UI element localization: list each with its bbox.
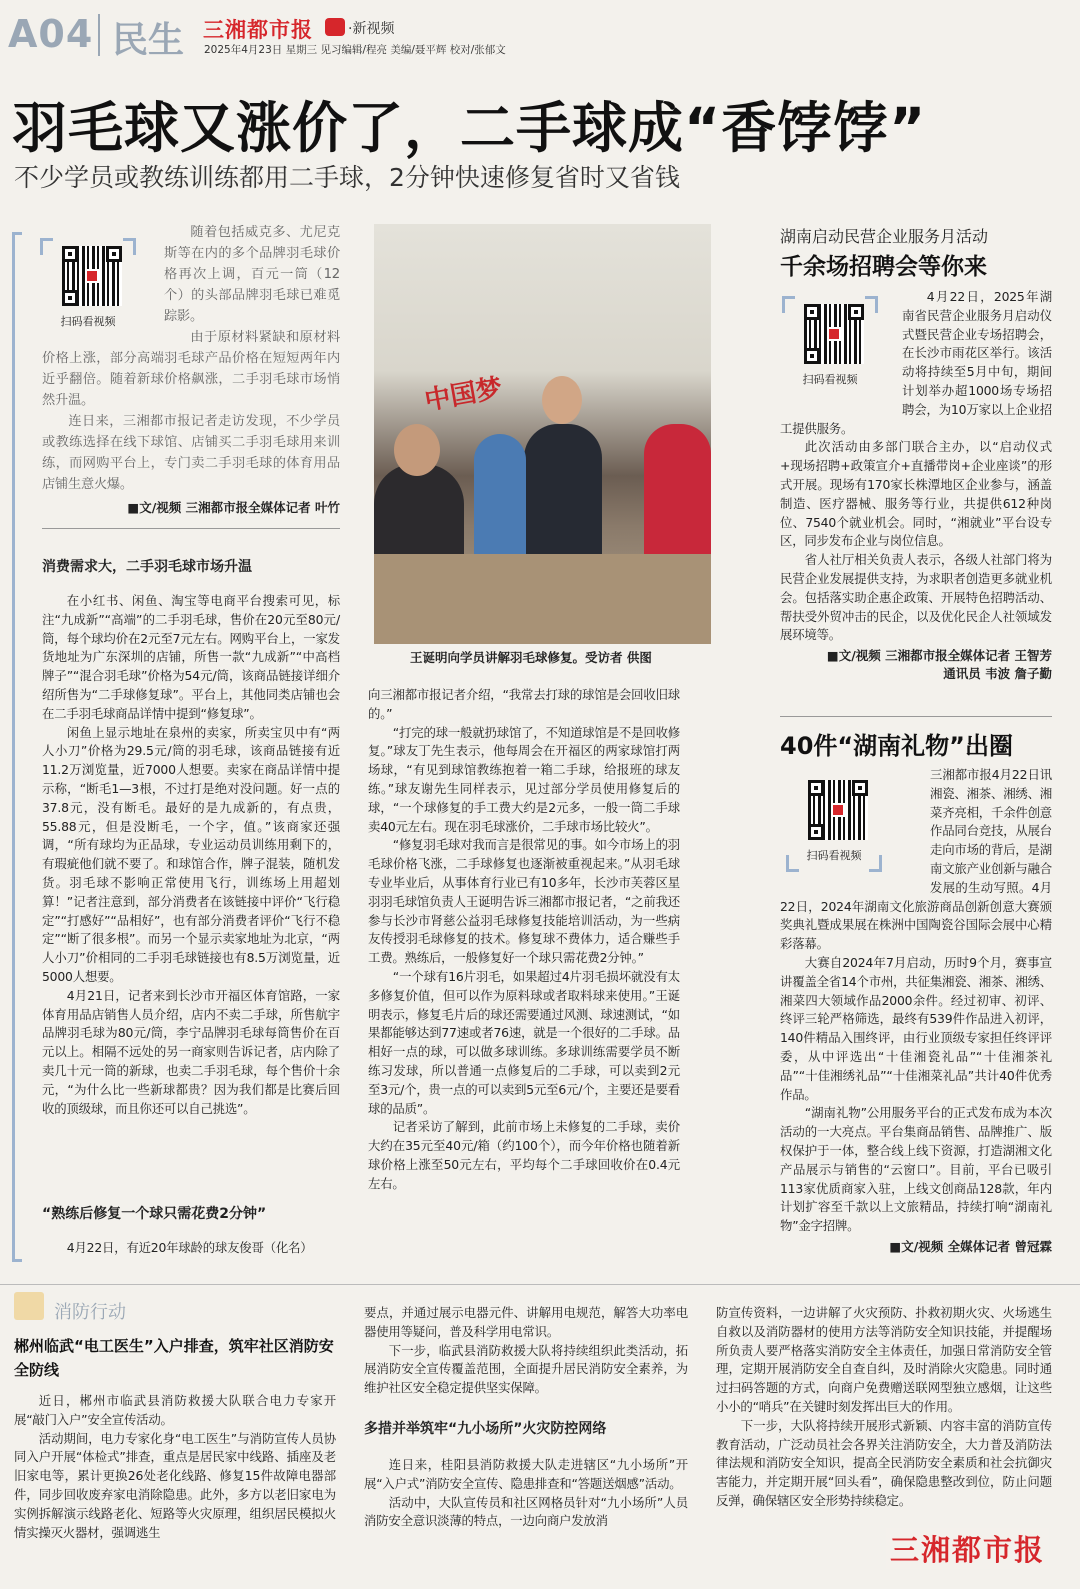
- article-paragraph: “一个球有16片羽毛，如果超过4片羽毛损坏就没有太多修复价值，但可以作为原料球或者取料球来使用。”王诞明表示，修复毛片后的球还需要通过风测、球速测试，“如果都能够达到77速或者76速，就是一个很好的二手球。品相好一点的球，可以做多球训练。多球训练需要学员不断练习发球，所以普通一点修复后的二手球，可以卖到2元至3元/个，贵一点的可以卖到5元至6元/个，主要还是要看球的品质”。: [368, 968, 680, 1116]
- side2-title: 40件“湖南礼物”出圈: [780, 732, 1013, 760]
- article-paragraph: 大赛自2024年7月启动，历时9个月，赛事宣讲覆盖全省14个市州，共征集湘瓷、湘茶、湘绣、湘菜四大领域作品2000余件。经过初审、初评、终评三轮严格筛选，最终有539件作品进入初评，140件精品入围终评，由行业顶级专家担任终评评委，从中评选出“十佳湘瓷礼品”“十佳湘茶礼品”“十佳湘绣礼品”“十佳湘菜礼品”共计40件优秀作品。: [780, 954, 1052, 1102]
- side1-title: 千余场招聘会等你来: [780, 254, 987, 280]
- fire-column-2b: [364, 1456, 688, 1531]
- fire-divider: [0, 1284, 1080, 1285]
- photo-table: [374, 554, 711, 644]
- main-column-2: [368, 686, 680, 1194]
- fire-title: 郴州临武“电工医生”入户排查，筑牢社区消防安全防线: [14, 1337, 334, 1379]
- footer-logo: 三湘都市报: [886, 1528, 1049, 1569]
- article-paragraph: 4月21日，记者来到长沙市开福区体育馆路，一家体育用品店销售人员介绍，店内不卖二手球，所售航宇品牌羽毛球为80元/筒，李宁品牌羽毛球每筒售价在百元以上。相隔不远处的另一商家则告诉记者，店内除了卖几十元一筒的新球，也卖二手羽毛球，每个售价十余元，“为什么比一些新球都贵？因为我们都是比赛后回收的顶级球，而且你还可以自己挑选”。: [42, 987, 340, 1116]
- qr-label: 扫码看视频: [806, 849, 862, 862]
- side1-body: [780, 288, 1052, 683]
- main-intro: [42, 222, 340, 517]
- fire-kicker: 消防行动: [54, 1302, 126, 1323]
- article-paragraph: “打完的球一般就扔球馆了，不知道球馆是不是回收修复。”球友丁先生表示，他每周会在开福区的两家球馆打两场球，“有见到球馆教练抱着一箱二手球，给报班的球友练。”球友谢先生同样表示，见过部分学员使用修复后的球，“一个球修复的手工费大约是2元多，一般一筒二手球卖40元左右。现在羽毛球涨价，二手球市场比较火”。: [368, 724, 680, 834]
- article-paragraph: 活动期间，电力专家化身“电工医生”与消防宣传人员协同入户开展“体检式”排查，重点是居民家中线路、插座及老旧家电等，累计更换26处老化线路、修复15件故障电器部件，同步回收废弃家电消除隐患。此外，多方以老旧家电为实例拆解演示线路老化、短路等火灾原理，组织居民模拟火情实操灭火器材，强调逃生: [14, 1430, 336, 1540]
- side1-byline: 通讯员 韦波 詹子勤: [943, 666, 1052, 682]
- video-label: ·新视频: [348, 21, 395, 37]
- main-byline: ■文/视频 三湘都市报全媒体记者 叶竹: [127, 500, 340, 515]
- intro-rule: [42, 528, 340, 529]
- issue-meta: 2025年4月23日 星期三 见习编辑/程亮 美编/聂平辉 校对/张郁文: [204, 44, 506, 56]
- article-paragraph: 记者采访了解到，此前市场上未修复的二手球，卖价大约在35元至40元/箱（约100个），而今年价格也随着新球价格上涨至50元左右，平均每个二手球回收价在0.4元左右。: [368, 1119, 680, 1191]
- side1-byline: ■文/视频 三湘都市报全媒体记者 王智芳: [826, 648, 1052, 664]
- side1-kicker: 湖南启动民营企业服务月活动: [780, 227, 989, 246]
- article-paragraph: 近日，郴州市临武县消防救援大队联合电力专家开展“敲门入户”安全宣传活动。: [14, 1393, 336, 1427]
- masthead-divider: [98, 14, 100, 56]
- intro-paragraph: 随着包括威克多、尤尼克斯等在内的多个品牌羽毛球价格再次上调，百元一筒（12个）的头部品牌羽毛球已难觅踪影。: [164, 225, 340, 324]
- intro-paragraph: 连日来，三湘都市报记者走访发现，不少学员或教练选择在线下球馆、店铺买二手羽毛球用来训练，而网购平台上，专门卖二手羽毛球的体育用品店铺生意火爆。: [42, 414, 340, 492]
- fire-column-2: [364, 1304, 688, 1398]
- video-logo-icon: [325, 18, 345, 36]
- photo-wall-sign: 中国梦: [422, 373, 505, 417]
- main-photo: [374, 224, 711, 644]
- article-paragraph: 4月22日，有近20年球龄的球友俊哥（化名）: [66, 1240, 313, 1255]
- article-paragraph: 省人社厅相关负责人表示，各级人社部门将为民营企业发展提供支持，为求职者创造更多就业机会。包括落实助企惠企政策、开展特色招聘活动、帮扶受外贸冲击的民企，以及优化民企人社领域发展环境等。: [780, 552, 1052, 643]
- fire-subheading: 多措并举筑牢“九小场所”火灾防控网络: [364, 1421, 607, 1437]
- qr-label: 扫码看视频: [802, 373, 858, 386]
- subheadline: 不少学员或教练训练都用二手球，2分钟快速修复省时又省钱: [14, 163, 680, 192]
- side2-body: [780, 766, 1052, 1256]
- section-heading: 消费需求大，二手羽毛球市场升温: [42, 559, 252, 575]
- article-paragraph: 4月22日，2025年湖南省民营企业服务月启动仪式暨民营企业专场招聘会，在长沙市雨花区举行。该活动将持续至5月中旬，期间计划举办超1000场专场招聘会，为10万家以上企业招工提供服务。: [780, 289, 1052, 436]
- paper-name: 三湘都市报: [203, 18, 313, 42]
- photo-person: [474, 434, 526, 564]
- side-rule: [780, 716, 1052, 717]
- qr-label: 扫码看视频: [60, 315, 116, 328]
- article-paragraph: “湖南礼物”公用服务平台的正式发布成为本次活动的一大亮点。平台集商品销售、品牌推广、版权保护于一体，整合线上线下资源，打造湖湘文化产品展示与销售的“云窗口”。目前，平台已吸引113家优质商家入驻，上线文创商品128款，年内计划扩容至千款以上文旅精品，持续打响“湖南礼物”金字招牌。: [780, 1105, 1052, 1234]
- page-number: A04: [8, 12, 94, 56]
- photo-person: [394, 424, 440, 476]
- fire-column-1: [14, 1392, 336, 1542]
- intro-paragraph: 由于原材料紧缺和原材料价格上涨，部分高端羽毛球产品价格在短短两年内近乎翻倍。随着新球价格飙涨，二手羽毛球市场悄然升温。: [42, 330, 340, 408]
- article-paragraph: 防宣传资料，一边讲解了火灾预防、扑救初期火灾、火场逃生自救以及消防器材的使用方法等消防安全知识技能，并提醒场所负责人要严格落实消防安全主体责任，加强日常消防安全管理，定期开展消防安全自查自纠，及时消除火灾隐患。同时通过扫码答题的方式，向商户免费赠送联网型独立感烟，让这些小小的“哨兵”在关键时刻发挥出巨大的作用。: [716, 1305, 1052, 1414]
- article-paragraph: 要点，并通过展示电器元件、讲解用电规范，解答大功率电器使用等疑问，普及科学用电常识。: [364, 1305, 688, 1339]
- article-paragraph: 下一步，大队将持续开展形式新颖、内容丰富的消防宣传教育活动，广泛动员社会各界关注消防安全，大力普及消防法律法规和消防安全知识，提高全民消防安全素质和社会抗御灾害能力，并定期开展“回头看”，确保隐患整改到位，防止问题反弹，确保辖区安全形势持续稳定。: [716, 1417, 1052, 1508]
- photo-person: [542, 376, 582, 424]
- article-paragraph: 此次活动由多部门联合主办，以“启动仪式+现场招聘+政策宣介+直播带岗+企业座谈”的形式开展。现场有170家长株潭地区企业参与，涵盖制造、医疗器械、服务等行业，共提供612种岗位、7540个就业机会。同时，“湘就业”平台设专区，同步发布企业与岗位信息。: [780, 439, 1052, 549]
- article-paragraph: “修复羽毛球对我而言是很常见的事。如今市场上的羽毛球价格飞涨，二手球修复也逐渐被重视起来。”从羽毛球专业毕业后，从事体育行业已有10多年，长沙市芙蓉区星羽羽毛球馆负责人王诞明告诉三湘都市报记者，“之前我还参与长沙市肾慈公益羽毛球修复技能培训活动，为一些病友传授羽毛球修复的技术。修复球不费体力，适合赚些手工费。熟练后，一般修复好一个球只需花费2分钟。”: [368, 837, 680, 966]
- photo-caption: 王诞明向学员讲解羽毛球修复。受访者 供图: [410, 650, 652, 665]
- article-paragraph: 在小红书、闲鱼、淘宝等电商平台搜索可见，标注“九成新”“高端”的二手羽毛球，售价在20元至80元/筒，每个球均价在2元至7元左右。网购平台上，一家发货地址为广东深圳的店铺，所售一款“九成新”“中高档牌子”“混合羽毛球”价格为54元/筒，该商品链接详细介绍所售为“二手球修复球”。平台上，其他同类店铺也会在二手羽毛球商品详情中提到“修复球”。: [42, 593, 340, 721]
- section-heading: “熟练后修复一个球只需花费2分钟”: [42, 1206, 267, 1222]
- article-paragraph: 连日来，桂阳县消防救援大队走进辖区“九小场所”开展“入户式”消防安全宣传、隐患排查和“答题送烟感”活动。: [364, 1457, 688, 1491]
- article-paragraph: 向三湘都市报记者介绍，“我常去打球的球馆是会回收旧球的。”: [368, 687, 680, 721]
- article-paragraph: 下一步，临武县消防救援大队将持续组织此类活动，拓展消防安全宣传覆盖范围，全面提升居民消防安全素养，为维护社区安全稳定提供坚实保障。: [364, 1342, 688, 1396]
- side2-byline: ■文/视频 全媒体记者 曾冠霖: [889, 1238, 1052, 1254]
- article-paragraph: 活动中，大队宣传员和社区网格员针对“九小场所”人员消防安全意识淡薄的特点，一边向商户发放消: [364, 1494, 688, 1529]
- article-paragraph: 三湘都市报4月22日讯 湘瓷、湘茶、湘绣、湘菜齐亮相，千余件创意作品同台竞技，从展台走向市场的背后，是湖南文旅产业创新与融合发展的生动写照。4月22日，2024年湖南文化旅游商品创新创意大赛颁奖典礼暨成果展在株洲中国陶瓷谷国际会展中心精彩落幕。: [780, 767, 1052, 952]
- article-paragraph: 闲鱼上显示地址在泉州的卖家，所卖宝贝中有“两人小刀”价格为29.5元/筒的羽毛球，该商品链接有近11.2万浏览量，近7000人想要。卖家在商品详情中提示称，“断毛1—3根，不过打是绝对没问题。好一点的37.8元，没有断毛。最好的是九成新的，有点贵，55.88元，但是没断毛，一个字，值。”该商家还强调，“所有球均为正品球，专业运动员训练用剩下的，有瑕疵他们就不要了。和球馆合作，牌子混装，随机发货。羽毛球不影响正常使用飞行，训练场上用超划算！”记者注意到，部分消费者在该链接中评价“飞行稳定”“打感好”“品相好”，也有部分消费者评价“飞行不稳定”“断了很多根”。而另一个显示卖家地址为北京，“两人小刀”价相同的二手羽毛球链接也有8.5万浏览量，近5000人想要。: [42, 724, 340, 984]
- left-bracket: [12, 232, 22, 1262]
- main-column-1: [42, 592, 340, 1118]
- section-name: 民生: [112, 20, 185, 61]
- fire-kicker-icon: [14, 1292, 44, 1320]
- masthead: [0, 0, 1080, 70]
- headline: 羽毛球又涨价了，二手球成“香饽饽”: [12, 96, 927, 160]
